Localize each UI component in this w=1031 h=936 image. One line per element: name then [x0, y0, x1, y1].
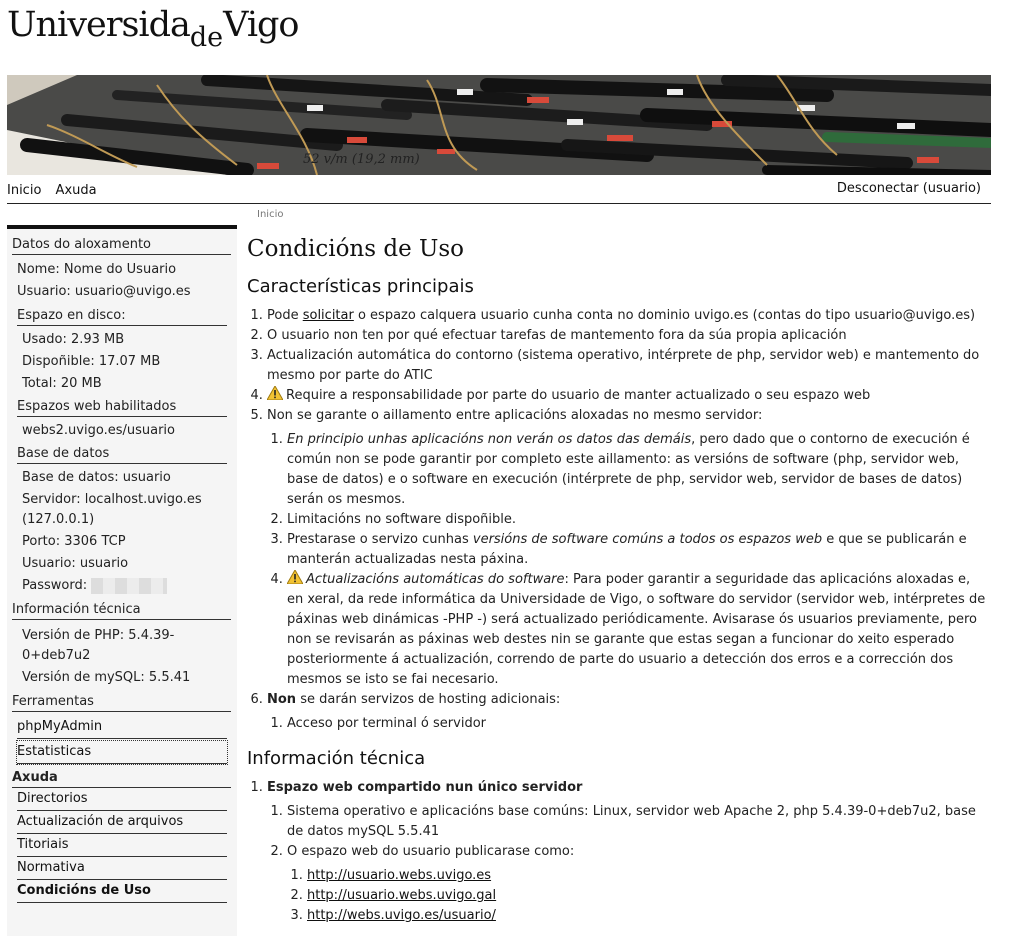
sidebar-heading-bd: Base de datos: [17, 446, 227, 464]
list-item: 1. Espazo web compartido nun único servidor 1. Sistema operativo e aplicacións base comúns: Linux, servidor web Apache 2, php 5.4.39-0+deb7u2, base de datos mySQL 5.5.41 2. O espazo web do usuario publicarase como: 1. http://usuario.webs.uvigo.es 2. http://usuario.webs.uvigo.gal 3. http://webs.uvigo.es/usuario/: [267, 778, 987, 926]
logout-link[interactable]: Desconectar (usuario): [836, 181, 981, 196]
sidebar-bd-usuario: Usuario: usuario: [22, 556, 129, 571]
list-item: 4. Require a responsabilidade por parte do usuario de manter actualizado o seu espazo web: [267, 386, 987, 406]
svg-text:52 v/m (19,2 mm): 52 v/m (19,2 mm): [303, 152, 420, 167]
sidebar-disponible: Dispoñible: 17.07 MB: [22, 354, 161, 369]
url-link[interactable]: http://usuario.webs.uvigo.es: [307, 868, 492, 883]
list-item: 3. Actualización automática do contorno (sistema operativo, intérprete de php, servidor web) e mantemento do mesmo por parte do ATIC: [267, 346, 987, 386]
sidebar-bd-porto: Porto: 3306 TCP: [22, 534, 126, 549]
sidebar-heading-webs: Espazos web habilitados: [17, 399, 227, 417]
sidebar-php-version: Versión de PHP: 5.4.39- 0+deb7u2: [22, 628, 175, 663]
list-item: 1. Acceso por terminal ó servidor: [287, 714, 987, 734]
sidebar-heading-info: Información técnica: [12, 602, 231, 620]
list-item: 1. Sistema operativo e aplicacións base comúns: Linux, servidor web Apache 2, php 5.4.39-0+deb7u2, base de datos mySQL 5.5.41: [287, 802, 987, 842]
sidebar-web-item: webs2.uvigo.es/usuario: [22, 423, 175, 438]
url-link[interactable]: http://usuario.webs.uvigo.gal: [307, 888, 497, 903]
list-item: 1. En principio unhas aplicacións non verán os datos das demáis, pero dado que o contorno de execución é común non se pode garantir por completo este aillamento: as versións de software (php, servidor web, base de datos) e o software en execución (intérprete de php, servidor web, servidor de bases de datos) serán os mesmos.: [287, 430, 987, 510]
list-item: 5. Non se garante o aillamento entre aplicacións aloxadas no mesmo servidor: 1. En principio unhas aplicacións non verán os datos das demáis, pero dado que o contorno de execución é común non se pode garantir por completo este aillamento: as versións de software (php, servidor web, base de datos) e o software en execución (intérprete de php, servidor web, servidor de bases de datos) serán os mesmos. 2. Limitacións no software dispoñible. 3. Prestarase o servizo cunhas versións de software comúns a todos os espazos web e que se publicarán e manterán actualizadas nesta páxina. 4. Actualizacións automáticas do software: Para poder garantir a seguridade das aplicacións aloxadas e, en xeral, da rede informática da Universidade de Vigo, o software do servidor (servidor web, intérpretes de páxinas web dinámicas -PHP -) será actualizado periódicamente. Avisarase ós usuarios previamente, pero non se revisarán as páxinas web destes nin se garante que estas segan a funcionar do xeito esperado posteriormente á actualización, correndo de parte do usuario a detección dos erros e a corrección dos mesmos se isto se fai necesario.: [267, 406, 987, 690]
sidebar-total: Total: 20 MB: [22, 376, 102, 391]
list-item: [307, 866, 987, 886]
sublist-urls: [287, 866, 987, 926]
sidebar-bd-password: Password:: [17, 574, 227, 596]
top-navigation: [7, 183, 991, 204]
nav-link-inicio[interactable]: Inicio: [7, 183, 42, 198]
sidebar-usuario: Usuario: usuario@uvigo.es: [17, 284, 191, 299]
breadcrumb: Inicio: [257, 209, 284, 220]
url-link[interactable]: http://webs.uvigo.es/usuario/: [307, 908, 496, 923]
section-heading-info: Información técnica: [247, 748, 426, 769]
solicitar-link[interactable]: solicitar: [302, 308, 354, 323]
sidebar-link-condicions[interactable]: Condicións de Uso: [17, 880, 227, 903]
sidebar-link-directorios[interactable]: Directorios: [17, 788, 227, 811]
sidebar-nome: Nome: Nome do Usuario: [17, 262, 177, 277]
list-item: 1. Pode solicitar o espazo calquera usuario cunha conta no dominio uvigo.es (contas do tipo usuario@uvigo.es): [267, 306, 987, 326]
university-logo: Universida$_{de}$Vigo: [7, 5, 299, 53]
list-item: 4. Actualizacións automáticas do software: Para poder garantir a seguridade das aplicacións aloxadas e, en xeral, da rede informática da Universidade de Vigo, o software do servidor (servidor web, intérpretes de páxinas web dinámicas -PHP -) será actualizado periódicamente. Avisarase ós usuarios previamente, pero non se revisarán as páxinas web destes nin se garante que estas segan a funcionar do xeito esperado posteriormente á actualización, correndo de parte do usuario a detección dos erros e a corrección dos mesmos se isto se fai necesario.: [287, 570, 987, 690]
nav-link-axuda[interactable]: Axuda: [55, 183, 97, 198]
sidebar-link-titoriais[interactable]: Titoriais: [17, 834, 227, 857]
sidebar-mysql-version: Versión de mySQL: 5.5.41: [22, 670, 191, 685]
sidebar-bd-servidor: Servidor: localhost.uvigo.es: [22, 492, 202, 507]
sidebar: [7, 225, 237, 936]
password-hidden: [91, 578, 167, 594]
sidebar-heading-axuda: Axuda: [12, 770, 231, 788]
sidebar-link-actualizacion[interactable]: Actualización de arquivos: [17, 811, 227, 834]
sidebar-bd-ip: (127.0.0.1): [22, 512, 95, 527]
list-item: 6. Non se darán servizos de hosting adicionais: 1. Acceso por terminal ó servidor: [267, 690, 987, 734]
sidebar-heading-ferramentas: Ferramentas: [12, 694, 231, 712]
section-heading-caracteristicas: Características principais: [247, 276, 474, 297]
header-banner-image: [7, 75, 991, 175]
list-item: 3. Prestarase o servizo cunhas versións de software comúns a todos os espazos web e que se publicarán e manterán actualizadas nesta páxina.: [287, 530, 987, 570]
sublist-shared: [267, 802, 987, 926]
warning-icon: [267, 386, 283, 400]
list-item: 2. O espazo web do usuario publicarase como: 1. http://usuario.webs.uvigo.es 2. http://usuario.webs.uvigo.gal 3. http://webs.uvigo.es/usuario/: [287, 842, 987, 926]
main-content: [247, 236, 987, 926]
sidebar-link-estatisticas[interactable]: Estatisticas: [17, 741, 227, 764]
technical-info-list: [247, 778, 987, 926]
sidebar-link-normativa[interactable]: Normativa: [17, 857, 227, 880]
list-item: 2. Limitacións no software dispoñible.: [287, 510, 987, 530]
sidebar-link-phpmyadmin[interactable]: phpMyAdmin: [17, 712, 227, 739]
characteristics-list: [247, 306, 987, 734]
list-item: 2. O usuario non ten por qué efectuar tarefas de mantemento fora da súa propia aplicación: [267, 326, 987, 346]
sidebar-heading-espazo: Espazo en disco:: [17, 308, 227, 326]
sidebar-bd-name: Base de datos: usuario: [22, 470, 171, 485]
sublist-isolation: [267, 430, 987, 690]
sidebar-usado: Usado: 2.93 MB: [22, 332, 125, 347]
sublist-hosting: [267, 714, 987, 734]
list-item: [307, 906, 987, 926]
warning-icon: [287, 570, 303, 584]
page-title: Condicións de Uso: [247, 236, 465, 262]
sidebar-heading-datos: Datos do aloxamento: [12, 237, 231, 255]
list-item: [307, 886, 987, 906]
